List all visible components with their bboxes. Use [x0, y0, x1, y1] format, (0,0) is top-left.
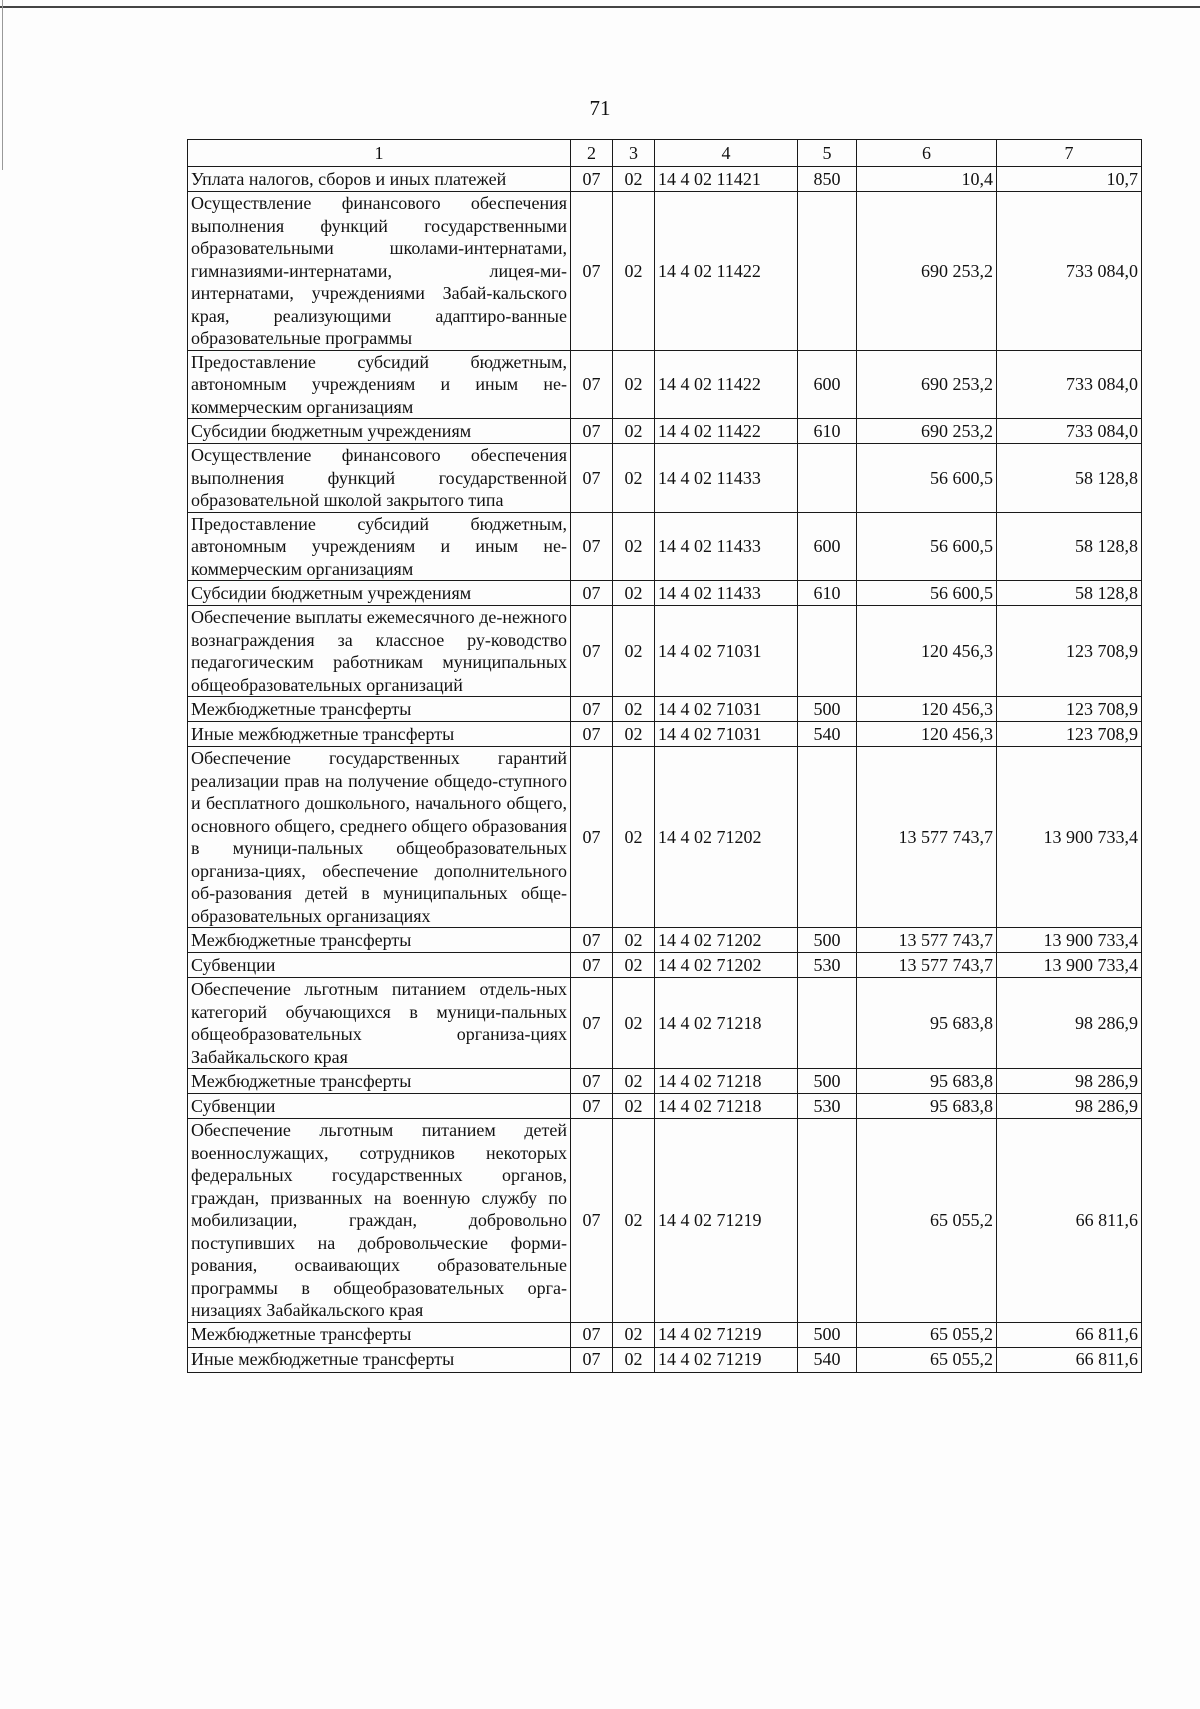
row-name: Обеспечение льготным питанием детей военнослужащих, сотрудников некоторых федеральных государственных органов, граждан, призванных на военную службу по мобилизации, граждан, добровольно поступивших на добровольческие форми-рования, осваивающих образовательные программы в общеобразовательных орга-низациях Забайкальского края	[188, 1119, 571, 1323]
row-name: Иные межбюджетные трансферты	[188, 1347, 571, 1372]
row-section: 07	[571, 1322, 613, 1347]
row-amount-year1: 690 253,2	[857, 192, 997, 351]
row-name: Субсидии бюджетным учреждениям	[188, 419, 571, 444]
row-subsection: 02	[613, 747, 655, 928]
row-expense-type	[798, 444, 857, 513]
row-section: 07	[571, 419, 613, 444]
row-target-article: 14 4 02 71218	[655, 978, 798, 1069]
row-name: Предоставление субсидий бюджетным, автономным учреждениям и иным не-коммерческим организациям	[188, 350, 571, 419]
row-amount-year2: 98 286,9	[997, 1094, 1142, 1119]
row-target-article: 14 4 02 71202	[655, 953, 798, 978]
row-amount-year1: 65 055,2	[857, 1322, 997, 1347]
row-name: Уплата налогов, сборов и иных платежей	[188, 167, 571, 192]
row-section: 07	[571, 167, 613, 192]
table-row	[188, 722, 1142, 747]
header-col-5: 5	[798, 140, 857, 167]
table-row	[188, 419, 1142, 444]
row-expense-type: 540	[798, 722, 857, 747]
table-row	[188, 606, 1142, 697]
row-amount-year2: 733 084,0	[997, 350, 1142, 419]
row-expense-type: 500	[798, 1322, 857, 1347]
row-amount-year1: 13 577 743,7	[857, 953, 997, 978]
table-row	[188, 978, 1142, 1069]
row-expense-type: 530	[798, 953, 857, 978]
row-subsection: 02	[613, 1347, 655, 1372]
row-amount-year1: 56 600,5	[857, 581, 997, 606]
row-section: 07	[571, 1119, 613, 1323]
row-name: Предоставление субсидий бюджетным, автономным учреждениям и иным не-коммерческим организациям	[188, 512, 571, 581]
row-subsection: 02	[613, 350, 655, 419]
row-section: 07	[571, 512, 613, 581]
row-target-article: 14 4 02 71202	[655, 928, 798, 953]
top-rule	[0, 6, 1200, 8]
row-expense-type: 540	[798, 1347, 857, 1372]
row-target-article: 14 4 02 71031	[655, 722, 798, 747]
row-subsection: 02	[613, 953, 655, 978]
table-row	[188, 512, 1142, 581]
row-amount-year1: 10,4	[857, 167, 997, 192]
row-target-article: 14 4 02 71202	[655, 747, 798, 928]
row-subsection: 02	[613, 512, 655, 581]
row-amount-year2: 123 708,9	[997, 722, 1142, 747]
header-col-2: 2	[571, 140, 613, 167]
row-amount-year1: 65 055,2	[857, 1347, 997, 1372]
row-target-article: 14 4 02 71219	[655, 1322, 798, 1347]
header-col-6: 6	[857, 140, 997, 167]
row-subsection: 02	[613, 1094, 655, 1119]
row-amount-year1: 56 600,5	[857, 512, 997, 581]
row-expense-type: 600	[798, 512, 857, 581]
row-amount-year1: 120 456,3	[857, 697, 997, 722]
table-row	[188, 581, 1142, 606]
row-amount-year1: 13 577 743,7	[857, 928, 997, 953]
row-subsection: 02	[613, 1069, 655, 1094]
row-name: Субсидии бюджетным учреждениям	[188, 581, 571, 606]
row-target-article: 14 4 02 11422	[655, 419, 798, 444]
row-section: 07	[571, 953, 613, 978]
row-amount-year1: 65 055,2	[857, 1119, 997, 1323]
table-row	[188, 928, 1142, 953]
table-row	[188, 350, 1142, 419]
row-target-article: 14 4 02 11433	[655, 512, 798, 581]
table-row	[188, 1322, 1142, 1347]
row-amount-year2: 66 811,6	[997, 1322, 1142, 1347]
row-target-article: 14 4 02 71031	[655, 697, 798, 722]
left-edge-line	[2, 0, 3, 170]
row-expense-type: 500	[798, 1069, 857, 1094]
row-subsection: 02	[613, 1119, 655, 1323]
row-subsection: 02	[613, 697, 655, 722]
row-amount-year1: 13 577 743,7	[857, 747, 997, 928]
row-section: 07	[571, 928, 613, 953]
table-row	[188, 747, 1142, 928]
row-subsection: 02	[613, 978, 655, 1069]
row-name: Обеспечение государственных гарантий реализации прав на получение общедо-ступного и бесплатного дошкольного, начального общего, основного общего, среднего общего образования в муници-пальных общеобразовательных организа-циях, обеспечение дополнительного об-разования детей в муниципальных обще-образовательных организациях	[188, 747, 571, 928]
row-name: Обеспечение льготным питанием отдель-ных категорий обучающихся в муници-пальных общеобразовательных организа-циях Забайкальского края	[188, 978, 571, 1069]
row-section: 07	[571, 350, 613, 419]
row-amount-year1: 95 683,8	[857, 1094, 997, 1119]
row-amount-year1: 690 253,2	[857, 350, 997, 419]
row-section: 07	[571, 1069, 613, 1094]
table-row	[188, 953, 1142, 978]
table-row	[188, 192, 1142, 351]
row-section: 07	[571, 581, 613, 606]
row-expense-type	[798, 1119, 857, 1323]
row-expense-type: 850	[798, 167, 857, 192]
row-amount-year2: 58 128,8	[997, 512, 1142, 581]
row-subsection: 02	[613, 606, 655, 697]
row-section: 07	[571, 722, 613, 747]
row-amount-year1: 120 456,3	[857, 606, 997, 697]
budget-table	[187, 139, 1142, 1373]
row-expense-type	[798, 747, 857, 928]
table-row	[188, 1069, 1142, 1094]
row-expense-type: 610	[798, 581, 857, 606]
row-target-article: 14 4 02 71218	[655, 1069, 798, 1094]
header-col-7: 7	[997, 140, 1142, 167]
row-target-article: 14 4 02 11422	[655, 350, 798, 419]
row-expense-type: 600	[798, 350, 857, 419]
row-target-article: 14 4 02 11422	[655, 192, 798, 351]
row-section: 07	[571, 747, 613, 928]
row-amount-year1: 120 456,3	[857, 722, 997, 747]
row-amount-year2: 66 811,6	[997, 1347, 1142, 1372]
row-expense-type: 500	[798, 928, 857, 953]
table-row	[188, 1119, 1142, 1323]
row-amount-year2: 10,7	[997, 167, 1142, 192]
row-amount-year2: 98 286,9	[997, 1069, 1142, 1094]
row-amount-year2: 13 900 733,4	[997, 747, 1142, 928]
row-subsection: 02	[613, 192, 655, 351]
table-row	[188, 1347, 1142, 1372]
row-target-article: 14 4 02 71218	[655, 1094, 798, 1119]
row-target-article: 14 4 02 71219	[655, 1119, 798, 1323]
row-section: 07	[571, 697, 613, 722]
row-section: 07	[571, 192, 613, 351]
row-section: 07	[571, 444, 613, 513]
header-col-1: 1	[188, 140, 571, 167]
row-expense-type: 500	[798, 697, 857, 722]
row-section: 07	[571, 1094, 613, 1119]
row-target-article: 14 4 02 71031	[655, 606, 798, 697]
row-expense-type	[798, 606, 857, 697]
table-row	[188, 697, 1142, 722]
row-expense-type	[798, 978, 857, 1069]
row-subsection: 02	[613, 419, 655, 444]
row-section: 07	[571, 1347, 613, 1372]
row-amount-year1: 56 600,5	[857, 444, 997, 513]
row-amount-year2: 58 128,8	[997, 444, 1142, 513]
row-subsection: 02	[613, 444, 655, 513]
row-amount-year1: 690 253,2	[857, 419, 997, 444]
row-amount-year1: 95 683,8	[857, 1069, 997, 1094]
table-row	[188, 1094, 1142, 1119]
row-amount-year1: 95 683,8	[857, 978, 997, 1069]
row-amount-year2: 123 708,9	[997, 697, 1142, 722]
row-amount-year2: 13 900 733,4	[997, 953, 1142, 978]
row-amount-year2: 98 286,9	[997, 978, 1142, 1069]
row-amount-year2: 66 811,6	[997, 1119, 1142, 1323]
row-name: Межбюджетные трансферты	[188, 1322, 571, 1347]
row-amount-year2: 58 128,8	[997, 581, 1142, 606]
row-name: Межбюджетные трансферты	[188, 697, 571, 722]
row-target-article: 14 4 02 11433	[655, 444, 798, 513]
row-subsection: 02	[613, 1322, 655, 1347]
row-amount-year2: 733 084,0	[997, 192, 1142, 351]
row-section: 07	[571, 978, 613, 1069]
row-subsection: 02	[613, 581, 655, 606]
row-name: Обеспечение выплаты ежемесячного де-нежного вознаграждения за классное ру-ководство педагогическим работникам муниципальных общеобразовательных организаций	[188, 606, 571, 697]
row-name: Межбюджетные трансферты	[188, 928, 571, 953]
row-target-article: 14 4 02 11433	[655, 581, 798, 606]
row-name: Субвенции	[188, 953, 571, 978]
row-name: Межбюджетные трансферты	[188, 1069, 571, 1094]
header-col-3: 3	[613, 140, 655, 167]
table-header-row	[188, 140, 1142, 167]
page-number: 71	[589, 96, 611, 120]
table-row	[188, 167, 1142, 192]
row-subsection: 02	[613, 722, 655, 747]
row-target-article: 14 4 02 71219	[655, 1347, 798, 1372]
header-col-4: 4	[655, 140, 798, 167]
table-row	[188, 444, 1142, 513]
row-amount-year2: 123 708,9	[997, 606, 1142, 697]
row-expense-type: 530	[798, 1094, 857, 1119]
row-section: 07	[571, 606, 613, 697]
row-subsection: 02	[613, 167, 655, 192]
row-expense-type	[798, 192, 857, 351]
row-name: Субвенции	[188, 1094, 571, 1119]
row-target-article: 14 4 02 11421	[655, 167, 798, 192]
row-name: Осуществление финансового обеспечения выполнения функций государственными образовательными школами-интернатами, гимназиями-интернатами, лицея-ми-интернатами, учреждениями Забай-кальского края, реализующими адаптиро-ванные образовательные программы	[188, 192, 571, 351]
row-name: Осуществление финансового обеспечения выполнения функций государственной образовательной школой закрытого типа	[188, 444, 571, 513]
row-amount-year2: 13 900 733,4	[997, 928, 1142, 953]
row-name: Иные межбюджетные трансферты	[188, 722, 571, 747]
row-amount-year2: 733 084,0	[997, 419, 1142, 444]
row-subsection: 02	[613, 928, 655, 953]
row-expense-type: 610	[798, 419, 857, 444]
